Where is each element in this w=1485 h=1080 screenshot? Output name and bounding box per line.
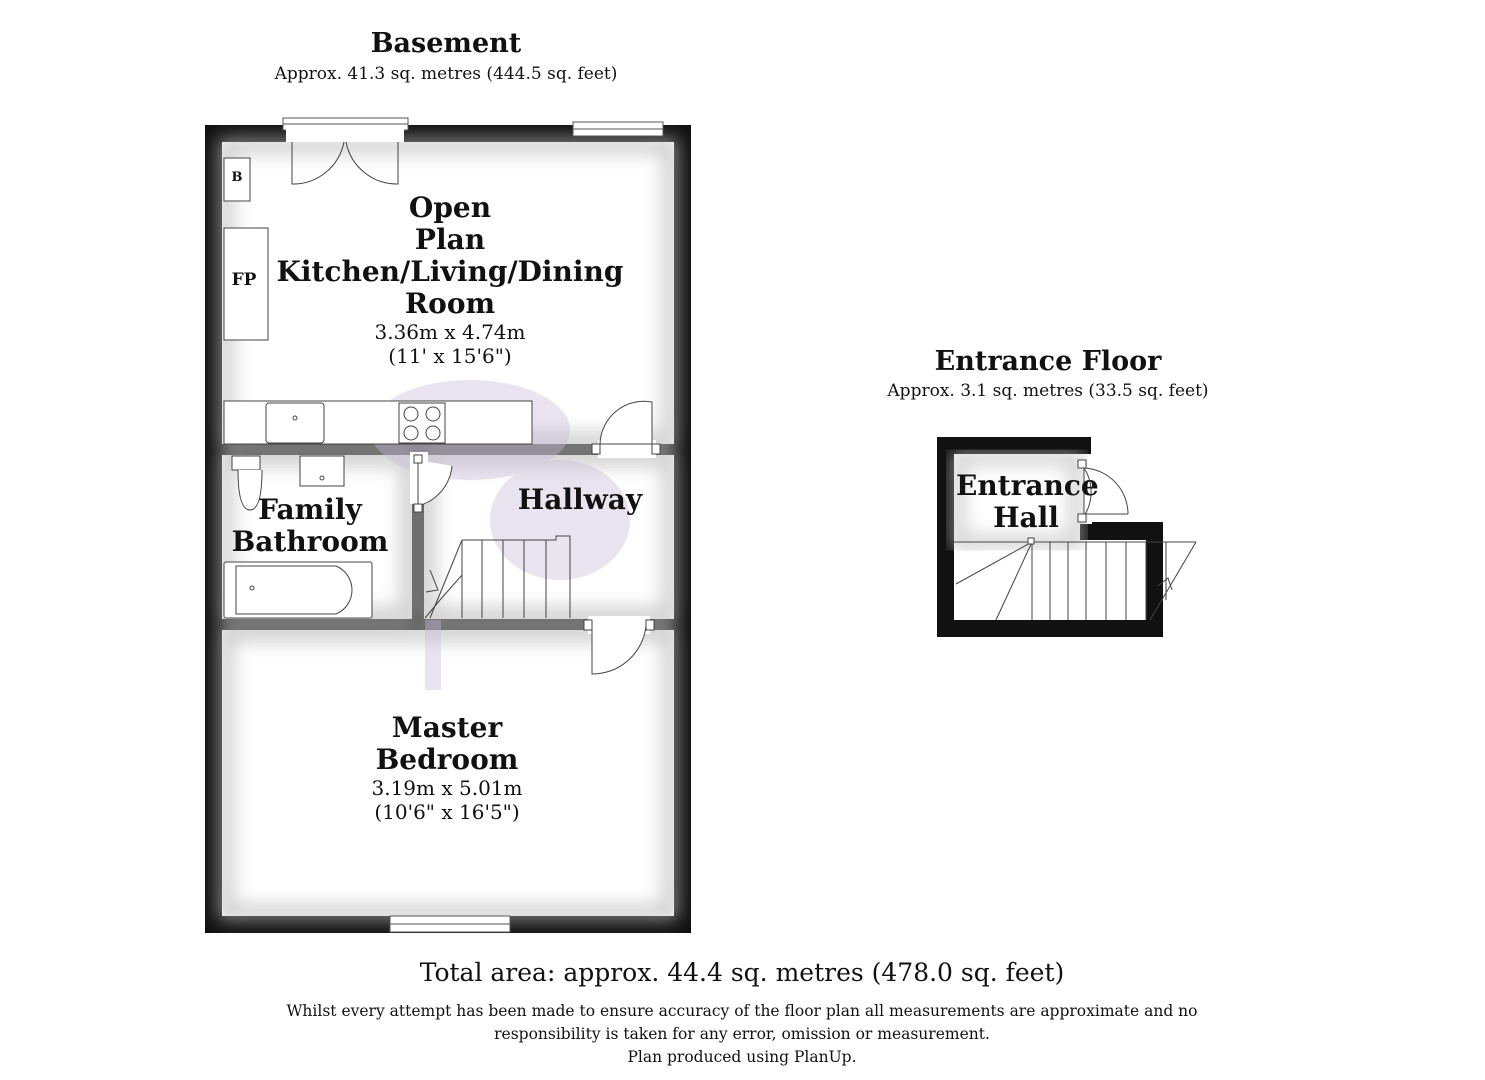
- kitchen-name-line: Open: [408, 191, 492, 224]
- kitchen-name-line: Room: [404, 287, 496, 320]
- bedroom-dim-metric: 3.19m x 5.01m: [371, 776, 523, 800]
- entrance-hall-name-line: Hall: [993, 501, 1059, 534]
- hallway-room-label: Hallway: [517, 483, 643, 516]
- disclaimer-line: responsibility is taken for any error, omission or measurement.: [494, 1025, 990, 1043]
- bedroom-dim-imperial: (10'6" x 16'5"): [374, 800, 520, 824]
- kitchen-dim-metric: 3.36m x 4.74m: [374, 320, 526, 344]
- kitchen-name-line: Plan: [414, 223, 486, 256]
- bathroom-room-label: [226, 494, 394, 558]
- bedroom-name-line: Master: [391, 711, 503, 744]
- total-area: Total area: approx. 44.4 sq. metres (478.0 sq. feet): [419, 958, 1065, 987]
- disclaimer: [142, 1000, 1342, 1069]
- basement-title: Basement: [370, 28, 522, 59]
- fireplace-label: FP: [231, 270, 257, 290]
- bedroom-name-line: Bedroom: [375, 743, 519, 776]
- disclaimer-line: Plan produced using PlanUp.: [627, 1048, 857, 1066]
- entrance-hall-name-line: Entrance: [956, 469, 1099, 502]
- entrance-hall-label: [956, 469, 1099, 534]
- bathroom-name-line: Bathroom: [231, 525, 389, 558]
- entrance-floor-title: Entrance Floor: [934, 346, 1162, 377]
- kitchen-room-label: [272, 192, 628, 368]
- kitchen-worktop: [224, 401, 532, 444]
- basement-area: Approx. 41.3 sq. metres (444.5 sq. feet): [274, 64, 618, 84]
- bathroom-name-line: Family: [258, 493, 362, 526]
- boiler-label: B: [231, 170, 243, 185]
- kitchen-dim-imperial: (11' x 15'6"): [388, 344, 512, 368]
- kitchen-name-line: Kitchen/Living/Dining: [276, 255, 624, 288]
- disclaimer-line: Whilst every attempt has been made to ensure accuracy of the floor plan all measurements are approximate and no: [286, 1002, 1198, 1020]
- entrance-floor-area: Approx. 3.1 sq. metres (33.5 sq. feet): [887, 381, 1209, 401]
- bedroom-room-label: [297, 712, 597, 824]
